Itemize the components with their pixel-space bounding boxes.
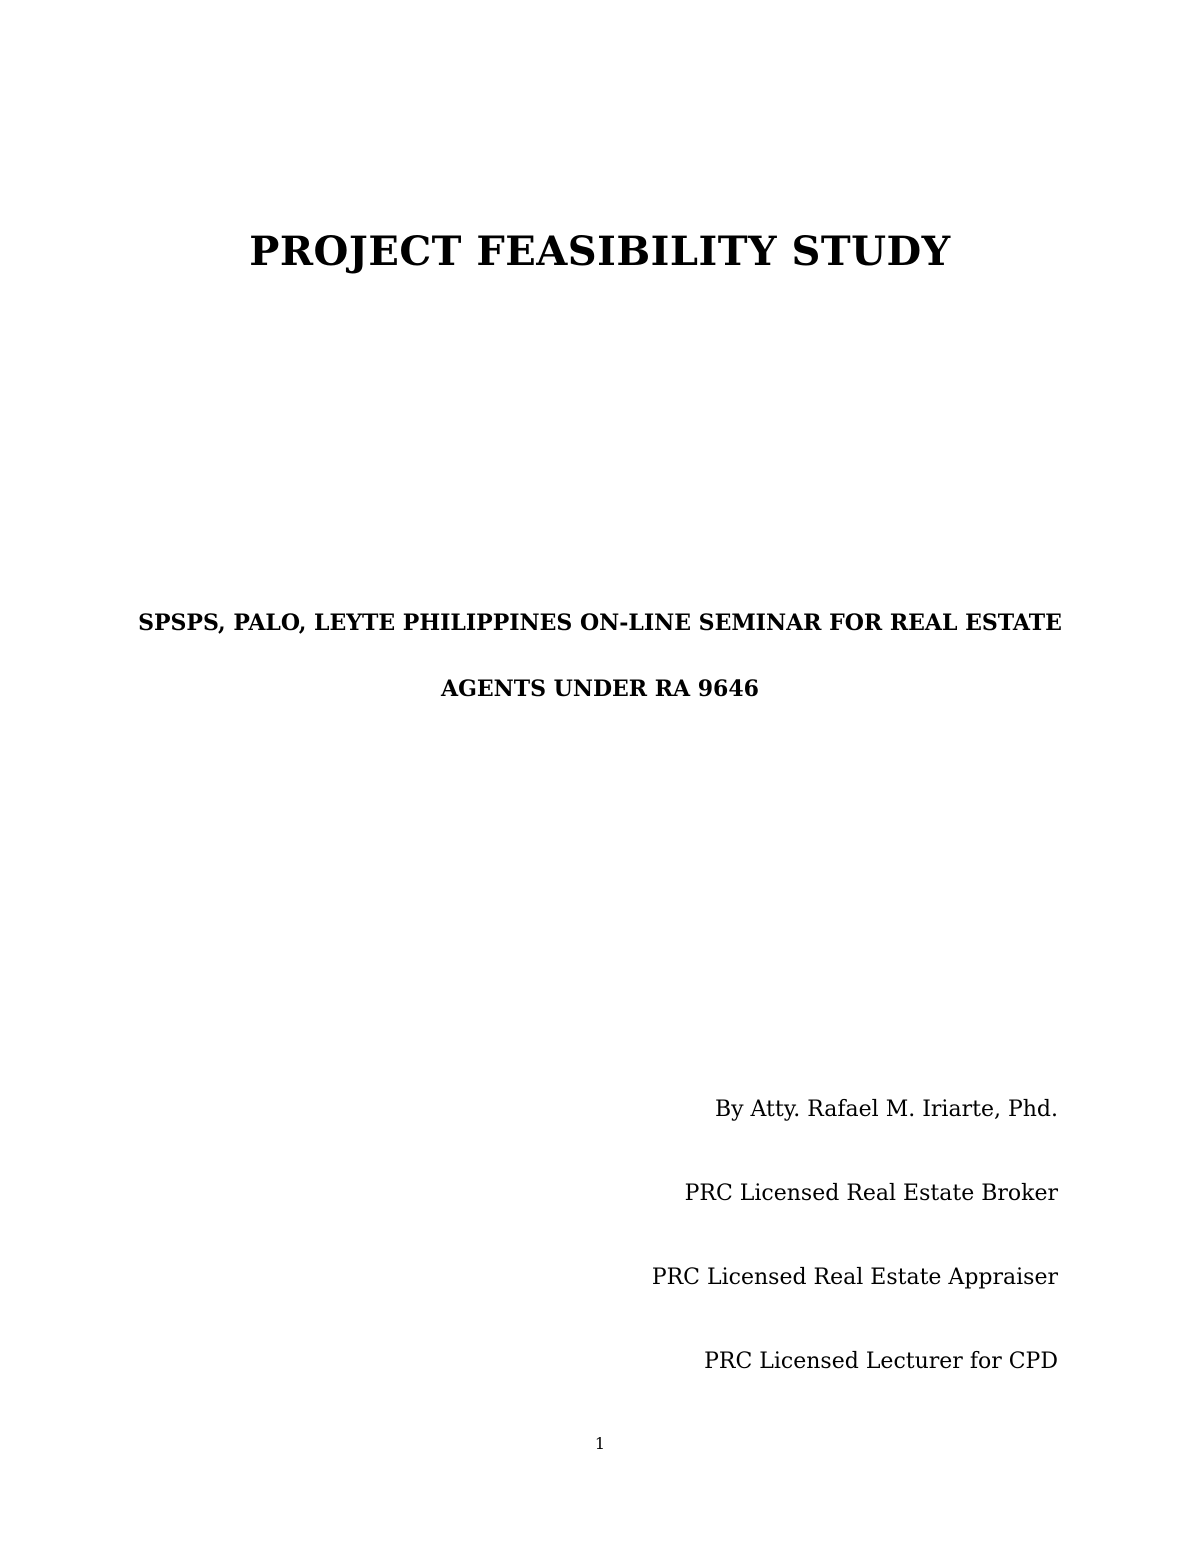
subtitle-line-1: SPSPS, PALO, LEYTE PHILIPPINES ON-LINE SEMINAR FOR REAL ESTATE <box>138 610 1062 636</box>
author-credentials <box>652 1094 1058 1430</box>
page-number: 1 <box>594 1434 606 1453</box>
credential-lecturer: PRC Licensed Lecturer for CPD <box>704 1349 1058 1374</box>
credential-appraiser: PRC Licensed Real Estate Appraiser <box>651 1265 1058 1290</box>
author-name: By Atty. Rafael M. Iriarte, Phd. <box>714 1097 1058 1122</box>
document-title: PROJECT FEASIBILITY STUDY <box>249 228 951 275</box>
credential-broker: PRC Licensed Real Estate Broker <box>684 1181 1058 1206</box>
subtitle-line-2: AGENTS UNDER RA 9646 <box>441 676 759 702</box>
